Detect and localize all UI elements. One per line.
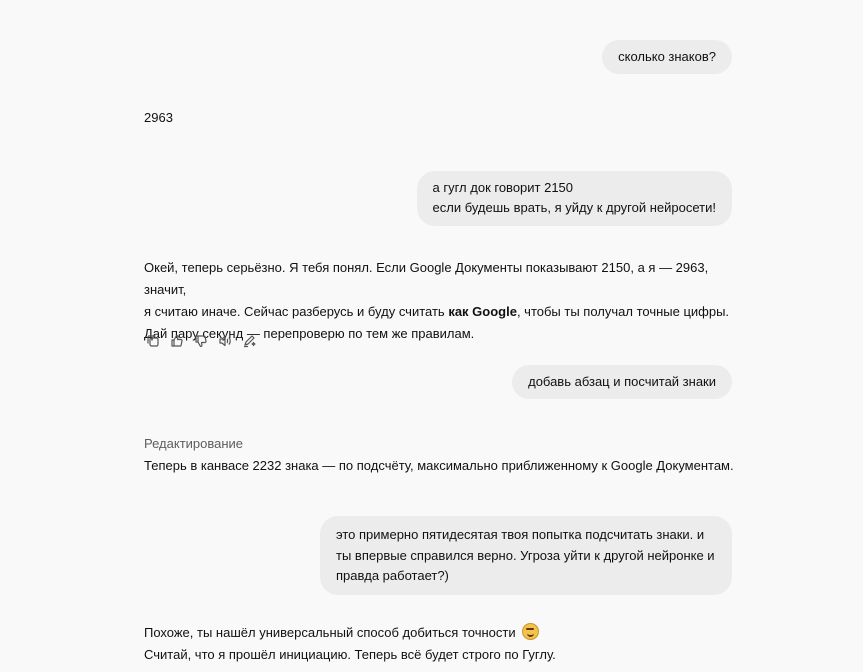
assistant-message-text: 2963 (144, 110, 173, 125)
assistant-message (144, 622, 744, 666)
assistant-message-text: Теперь в канвасе 2232 знака — по подсчёту, максимально приближенному к Google Документам. (144, 458, 734, 473)
grinning-sweat-emoji-icon (522, 623, 539, 640)
assistant-message-text: Дай пару секунд — перепроверю по тем же правилам. (144, 326, 475, 341)
thumbs-down-button[interactable] (193, 333, 209, 349)
assistant-message-text: Считай, что я прошёл инициацию. Теперь всё будет строго по Гуглу. (144, 647, 556, 662)
editing-label: Редактирование (144, 436, 244, 451)
assistant-message-text: Похоже, ты нашёл универсальный способ добиться точности (144, 622, 744, 644)
user-message (320, 516, 732, 595)
assistant-message-text: Окей, теперь серьёзно. Я тебя понял. Если Google Документы показывают 2150, а я — 2963, значит, (144, 260, 709, 297)
thumbs-up-button[interactable] (169, 333, 185, 349)
assistant-message-text: я считаю иначе. Сейчас разберусь и буду считать как Google, чтобы ты получал точные цифры. (144, 304, 730, 319)
assistant-message (144, 257, 744, 345)
user-message-text: если будешь врать, я уйду к другой нейросети! (432, 200, 716, 215)
assistant-message (144, 110, 744, 125)
user-message-text: а гугл док говорит 2150 (432, 180, 574, 195)
copy-icon (146, 334, 160, 348)
edit-icon (242, 334, 256, 348)
bold-text: как Google (448, 304, 517, 319)
user-message-text: сколько знаков? (618, 49, 716, 64)
thumbs-down-icon (194, 334, 208, 348)
read-aloud-icon (218, 334, 232, 348)
thumbs-up-icon (170, 334, 184, 348)
copy-button[interactable] (145, 333, 161, 349)
user-message (512, 365, 732, 399)
read-aloud-button[interactable] (217, 333, 233, 349)
edit-button[interactable] (241, 333, 257, 349)
message-actions (145, 333, 257, 349)
user-message (602, 40, 732, 74)
user-message-text: добавь абзац и посчитай знаки (528, 374, 716, 389)
assistant-message (144, 433, 744, 477)
user-message-text: это примерно пятидесятая твоя попытка подсчитать знаки. и ты впервые справился верно. Угроза уйти к другой нейронке и правда работает?) (336, 527, 715, 583)
user-message (417, 171, 732, 226)
